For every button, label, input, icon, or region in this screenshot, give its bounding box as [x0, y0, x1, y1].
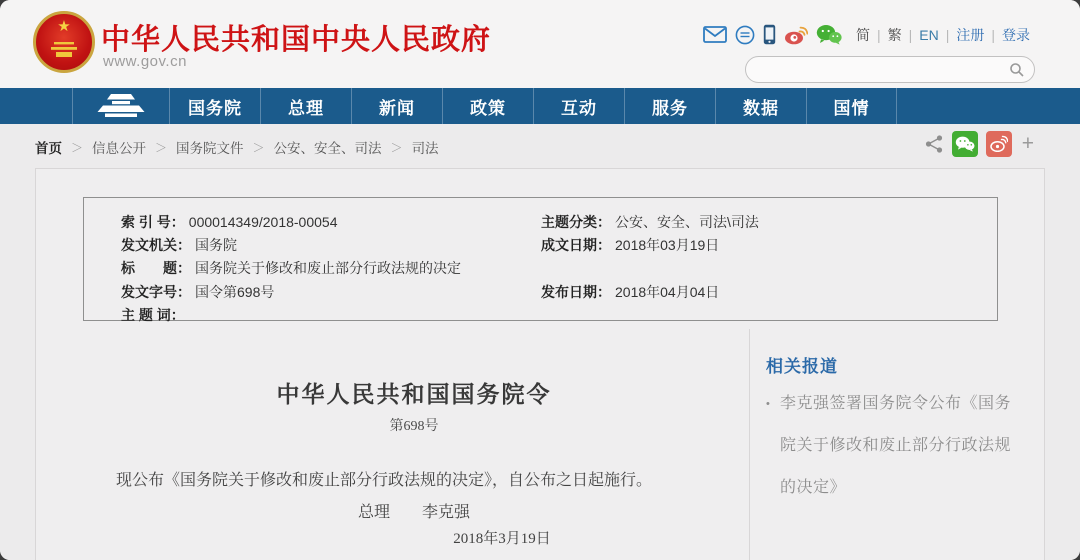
meta-value: 公安、安全、司法\司法: [615, 214, 759, 230]
site-header: [0, 0, 1080, 88]
breadcrumb-info-disclosure[interactable]: 信息公开: [92, 141, 147, 156]
wechat-share-icon[interactable]: [952, 131, 978, 157]
main-nav: [0, 88, 1080, 124]
document-title: 中华人民共和国国务院令: [276, 382, 552, 407]
search-box: [745, 56, 1035, 83]
nav-home-tiananmen-icon[interactable]: [72, 88, 169, 124]
header-quick-links: [703, 24, 1030, 45]
lang-separator: |: [991, 26, 995, 43]
meta-row-index-number: [121, 211, 461, 234]
search-input[interactable]: [760, 58, 1000, 81]
related-report-text: 李克强签署国务院令公布《国务院关于修改和废止部分行政法规的决定》: [780, 395, 1012, 496]
meta-value: 2018年04月04日: [615, 283, 720, 300]
site-url: www.gov.cn: [103, 53, 187, 70]
breadcrumb: [35, 137, 439, 157]
mail-icon[interactable]: [703, 26, 727, 43]
share-icon[interactable]: [924, 134, 944, 154]
meta-value: 国务院关于修改和废止部分行政法规的决定: [195, 260, 461, 277]
related-report-link[interactable]: [766, 383, 1014, 509]
emblem-gate-icon: [49, 42, 79, 63]
bullet-icon: •: [766, 398, 770, 410]
nav-item-national-conditions[interactable]: 国情: [806, 88, 897, 124]
content-panel: [35, 168, 1045, 560]
meta-label: 标 题：: [121, 260, 191, 277]
national-emblem-logo[interactable]: [33, 11, 95, 73]
breadcrumb-state-council-docs[interactable]: 国务院文件: [176, 141, 244, 156]
meta-label: 索 引 号：: [121, 214, 185, 230]
breadcrumb-separator: ＞: [390, 140, 403, 155]
language-links: [856, 25, 1030, 45]
login-link[interactable]: 登录: [1002, 26, 1030, 43]
lang-separator: |: [908, 26, 913, 43]
wechat-icon[interactable]: [816, 24, 842, 45]
nav-item-services[interactable]: 服务: [624, 88, 715, 124]
breadcrumb-separator: ＞: [71, 140, 84, 155]
nav-item-data[interactable]: 数据: [715, 88, 806, 124]
share-toolbar: [924, 131, 1036, 157]
meta-label: 发文字号：: [121, 283, 191, 300]
site-title[interactable]: 中华人民共和国中央人民政府: [101, 24, 492, 56]
meta-value: 2018年03月19日: [615, 237, 720, 254]
meta-label: 发布日期：: [541, 283, 611, 300]
breadcrumb-public-security[interactable]: 公安、安全、司法: [273, 141, 382, 156]
lang-separator: |: [945, 26, 950, 43]
meta-label: 成文日期：: [541, 237, 611, 254]
meta-row-document-number: [121, 281, 461, 304]
meta-column-right: [541, 211, 759, 304]
document-meta-table: [83, 197, 998, 321]
meta-value: 000014349/2018-00054: [188, 214, 338, 230]
nav-item-interaction[interactable]: 互动: [533, 88, 624, 124]
meta-row-topic-category: [541, 211, 759, 234]
meta-row-issuing-authority: [121, 234, 461, 257]
lang-separator: |: [876, 26, 881, 43]
related-reports-heading: 相关报道: [766, 357, 838, 376]
meta-row-publish-date: [541, 281, 759, 304]
breadcrumb-home[interactable]: 首页: [35, 141, 62, 156]
weibo-icon[interactable]: [784, 25, 808, 45]
document-signer: 总理 李克强: [357, 504, 470, 521]
meta-row-title: [121, 257, 461, 280]
meta-column-left: [121, 211, 461, 327]
search-icon[interactable]: [1009, 62, 1025, 81]
mobile-icon[interactable]: [763, 24, 776, 45]
breadcrumb-justice[interactable]: 司法: [411, 141, 439, 156]
meta-label: 主 题 词：: [121, 306, 185, 323]
nav-item-state-council[interactable]: 国务院: [169, 88, 260, 124]
register-link[interactable]: 注册: [956, 26, 985, 43]
breadcrumb-separator: ＞: [155, 140, 168, 155]
lang-traditional-link[interactable]: 繁: [887, 26, 902, 43]
nav-item-premier[interactable]: 总理: [260, 88, 351, 124]
share-more-button[interactable]: +: [1021, 132, 1034, 155]
comment-icon[interactable]: [735, 25, 755, 45]
meta-row-written-date: [541, 234, 759, 257]
meta-value: 国务院: [195, 237, 237, 254]
emblem-star-icon: ★: [57, 18, 71, 35]
meta-label: 主题分类：: [541, 214, 611, 230]
document-number: 第698号: [389, 419, 439, 434]
meta-label: 发文机关：: [121, 237, 191, 254]
meta-row-keywords: [121, 304, 461, 327]
breadcrumb-separator: ＞: [252, 140, 265, 155]
sidebar-divider: [749, 329, 750, 560]
weibo-share-icon[interactable]: [986, 131, 1012, 157]
nav-item-policy[interactable]: 政策: [442, 88, 533, 124]
meta-value: 国令第698号: [195, 283, 275, 300]
lang-english-link[interactable]: EN: [919, 26, 939, 43]
lang-simplified-link[interactable]: 简: [855, 26, 870, 43]
page-body: [0, 124, 1080, 560]
nav-left-pad: [0, 88, 72, 124]
document-date: 2018年3月19日: [453, 531, 551, 547]
nav-item-news[interactable]: 新闻: [351, 88, 442, 124]
document-paragraph: 现公布《国务院关于修改和废止部分行政法规的决定》，自公布之日起施行。: [116, 472, 653, 489]
